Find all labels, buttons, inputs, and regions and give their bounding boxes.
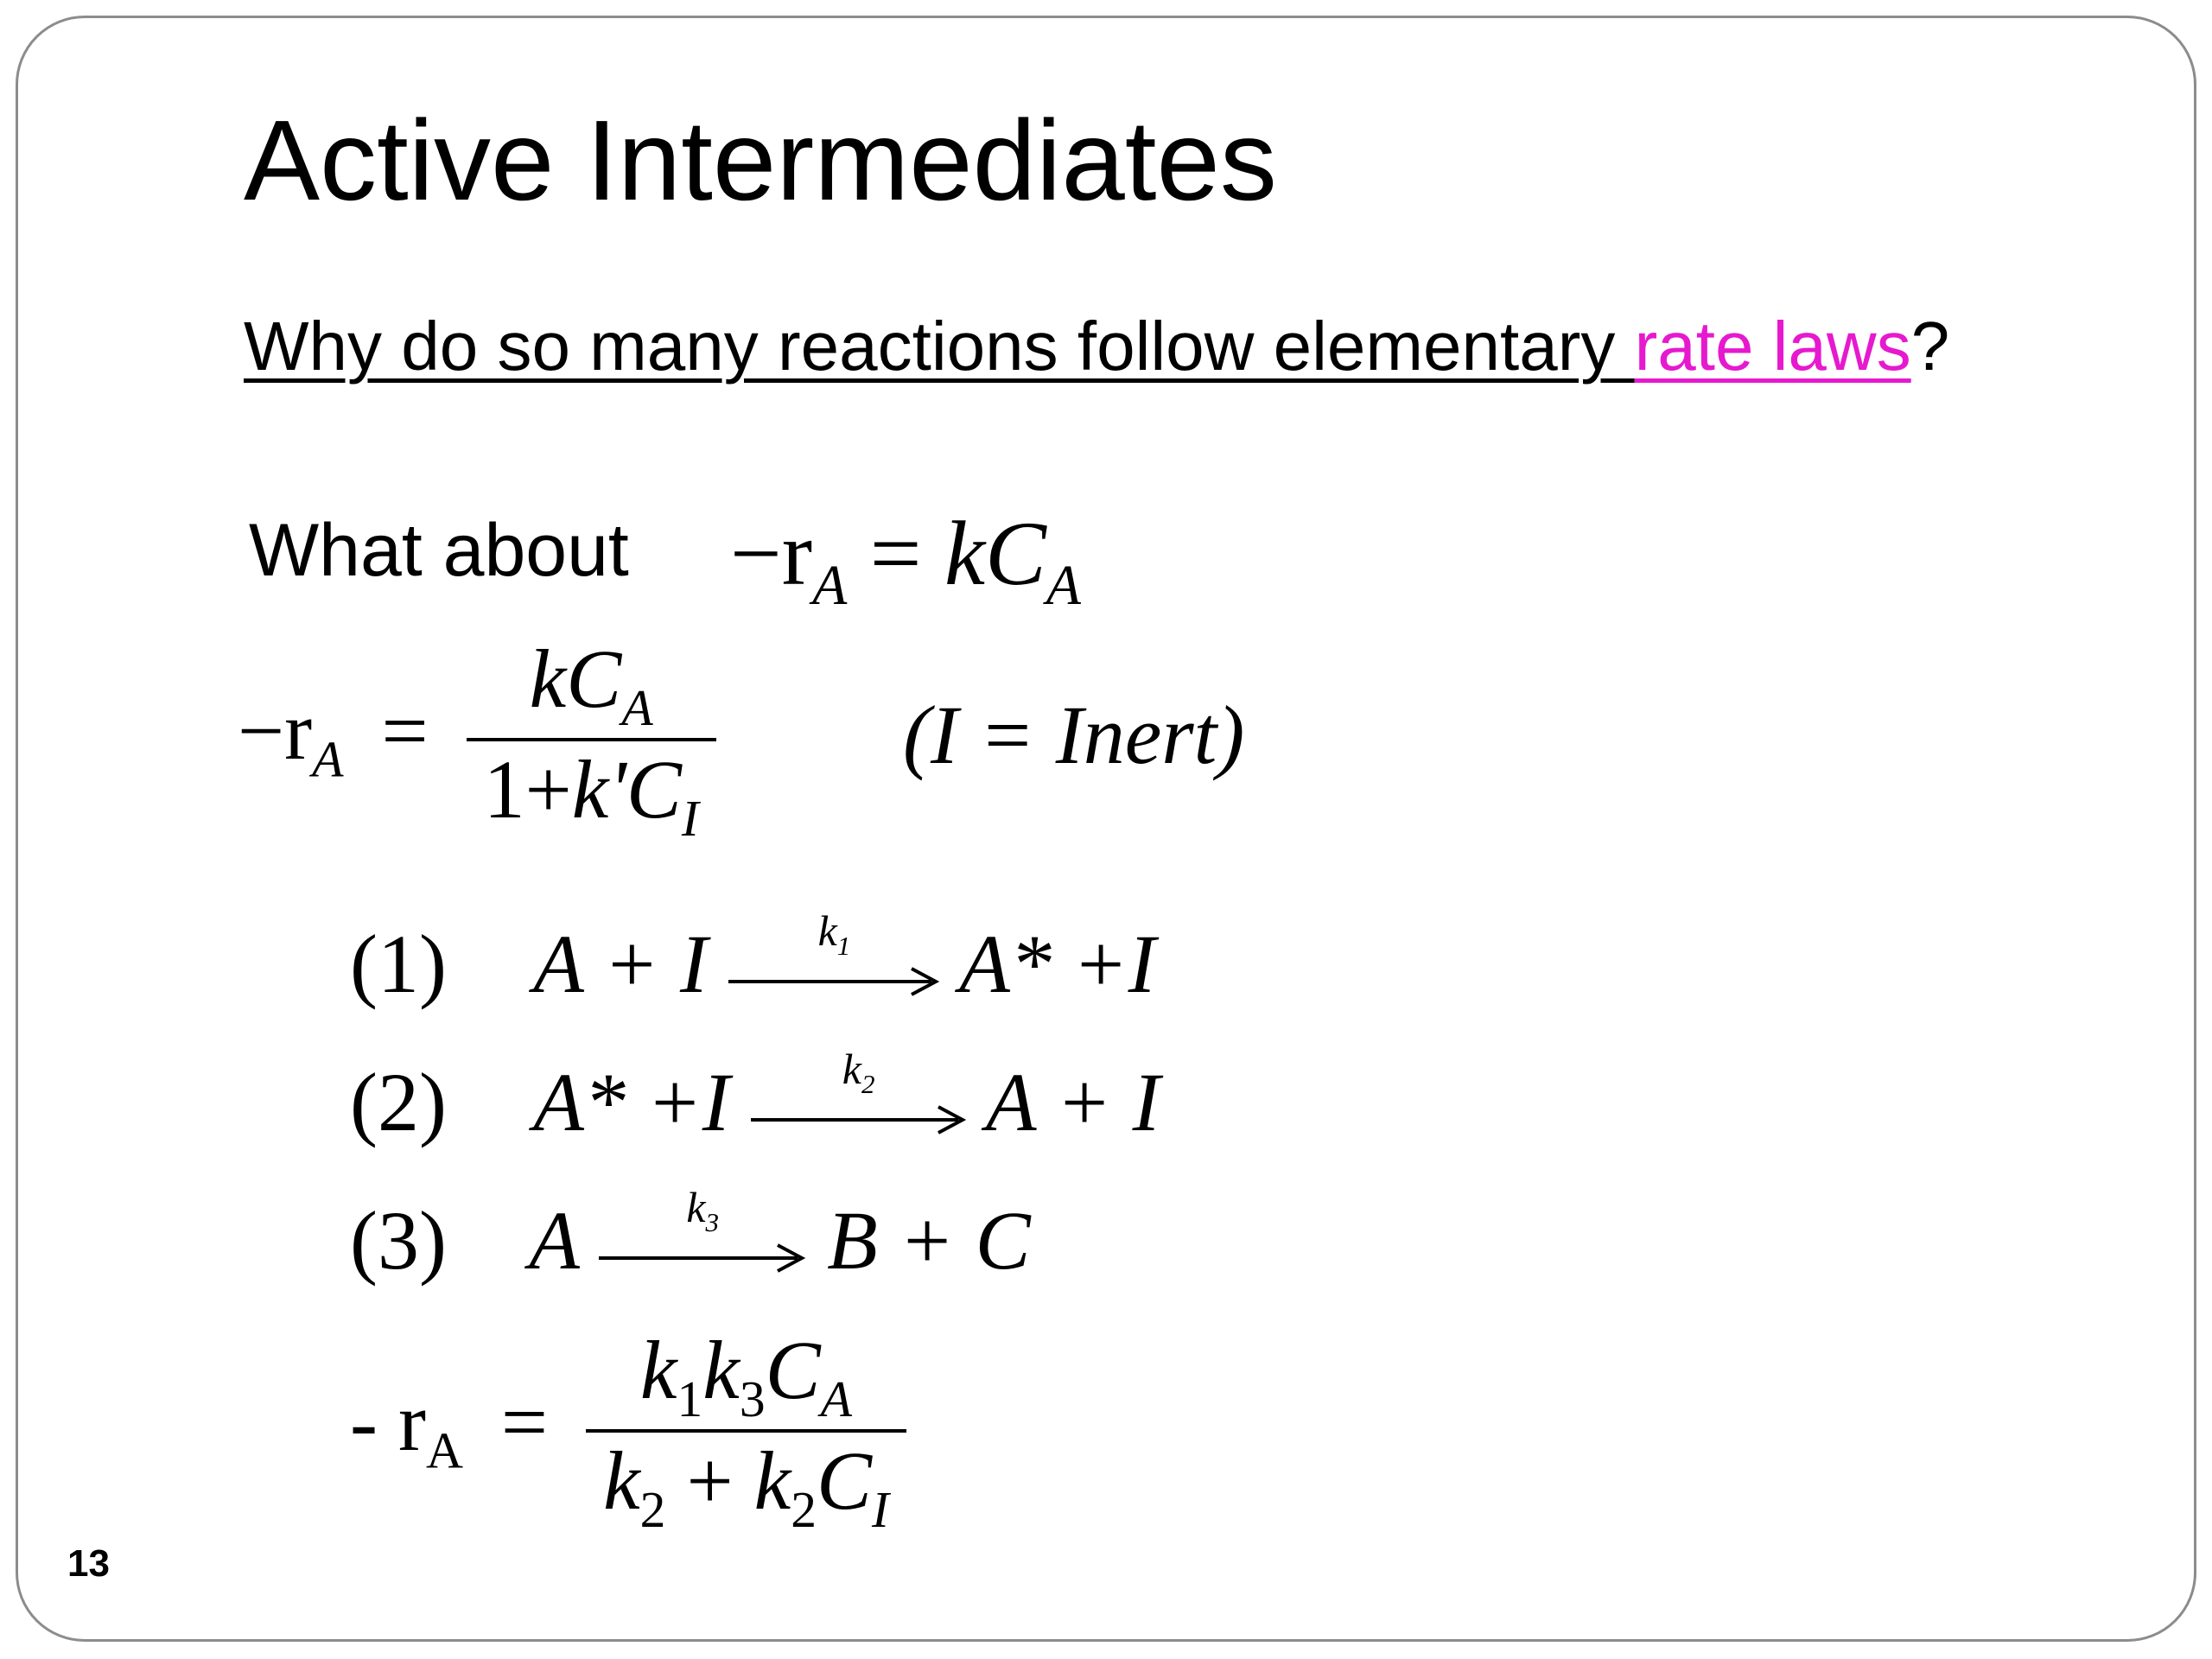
inert-denominator bbox=[467, 741, 716, 849]
inert-numerator bbox=[467, 631, 716, 738]
page-number: 13 bbox=[67, 1542, 110, 1585]
step-3-k: k bbox=[686, 1182, 706, 1231]
step-1-arrow bbox=[728, 906, 940, 999]
result-rate-equation bbox=[350, 1322, 906, 1540]
result-num-k3-sub: 3 bbox=[739, 1370, 766, 1427]
step-3-k-sub: 3 bbox=[705, 1206, 720, 1237]
inert-den-sub: I bbox=[681, 789, 699, 847]
result-den-k2b-sub: 2 bbox=[791, 1480, 817, 1538]
step-1-left: A + I bbox=[533, 918, 708, 1010]
rate-laws-link[interactable]: rate laws bbox=[1634, 308, 1911, 385]
result-den-c: C bbox=[816, 1433, 872, 1527]
step-2-left: A* +I bbox=[533, 1056, 730, 1148]
simple-rhs-sub: A bbox=[1046, 554, 1081, 617]
step-2-right: A + I bbox=[985, 1056, 1160, 1148]
result-numerator bbox=[586, 1322, 906, 1429]
simple-lhs: −r bbox=[730, 503, 813, 604]
inert-den-one: 1+ bbox=[483, 742, 572, 836]
simple-lhs-sub: A bbox=[812, 554, 848, 617]
result-denominator bbox=[586, 1433, 906, 1540]
result-den-plus: + bbox=[665, 1433, 754, 1527]
question-main: Why do so many reactions follow elementary bbox=[244, 308, 1635, 385]
inert-fraction bbox=[467, 631, 716, 849]
inert-lhs-sub: A bbox=[312, 730, 344, 788]
question-mark: ? bbox=[1910, 308, 1950, 385]
question-text bbox=[244, 307, 1949, 386]
result-fraction bbox=[586, 1322, 906, 1540]
inert-num-text: kC bbox=[529, 632, 622, 725]
step-2-arrow bbox=[751, 1044, 967, 1137]
result-num-k1-sub: 1 bbox=[677, 1370, 703, 1427]
step-2-k: k bbox=[842, 1044, 861, 1093]
step-3-label: (3) bbox=[350, 1194, 447, 1287]
result-num-k3: k bbox=[702, 1324, 740, 1416]
inert-lhs: −r bbox=[238, 683, 313, 777]
step-3-right: B + C bbox=[827, 1194, 1031, 1287]
step-1-rate-constant bbox=[728, 906, 940, 962]
simple-rate-equation bbox=[730, 501, 1081, 619]
result-lhs-sub: A bbox=[425, 1421, 463, 1479]
result-den-c-sub: I bbox=[871, 1480, 889, 1538]
inert-rate-equation bbox=[238, 631, 716, 849]
inert-num-sub: A bbox=[621, 678, 653, 736]
what-about-label: What about bbox=[249, 509, 629, 592]
step-2-k-sub: 2 bbox=[861, 1068, 875, 1099]
result-den-k2b: k bbox=[753, 1433, 791, 1527]
simple-rhs: kC bbox=[944, 503, 1046, 604]
step-3-left: A bbox=[529, 1194, 579, 1287]
step-1-label: (1) bbox=[350, 918, 447, 1010]
slide-title: Active Intermediates bbox=[244, 97, 1277, 224]
simple-eq-sign: = bbox=[869, 503, 922, 604]
step-3-rate-constant bbox=[599, 1182, 806, 1238]
result-num-c: C bbox=[765, 1324, 821, 1416]
step-2-label: (2) bbox=[350, 1056, 447, 1148]
result-lhs: - r bbox=[350, 1375, 426, 1468]
result-num-k1: k bbox=[639, 1324, 677, 1416]
result-num-c-sub: A bbox=[820, 1370, 852, 1427]
result-den-k2a-sub: 2 bbox=[639, 1480, 666, 1538]
result-den-k2a: k bbox=[603, 1433, 640, 1527]
inert-den-text: k'C bbox=[571, 742, 682, 836]
inert-note: (I = Inert) bbox=[903, 689, 1245, 781]
step-1-k-sub: 1 bbox=[836, 930, 851, 961]
step-1-right: A* +I bbox=[959, 918, 1156, 1010]
result-eq-sign: = bbox=[500, 1375, 549, 1468]
reaction-step-3 bbox=[350, 1182, 1031, 1288]
step-1-k: k bbox=[817, 906, 837, 955]
step-2-rate-constant bbox=[751, 1044, 967, 1100]
step-3-arrow bbox=[599, 1182, 806, 1275]
inert-eq-sign: = bbox=[381, 683, 429, 777]
reaction-step-1 bbox=[350, 906, 1156, 1012]
reaction-step-2 bbox=[350, 1044, 1160, 1150]
